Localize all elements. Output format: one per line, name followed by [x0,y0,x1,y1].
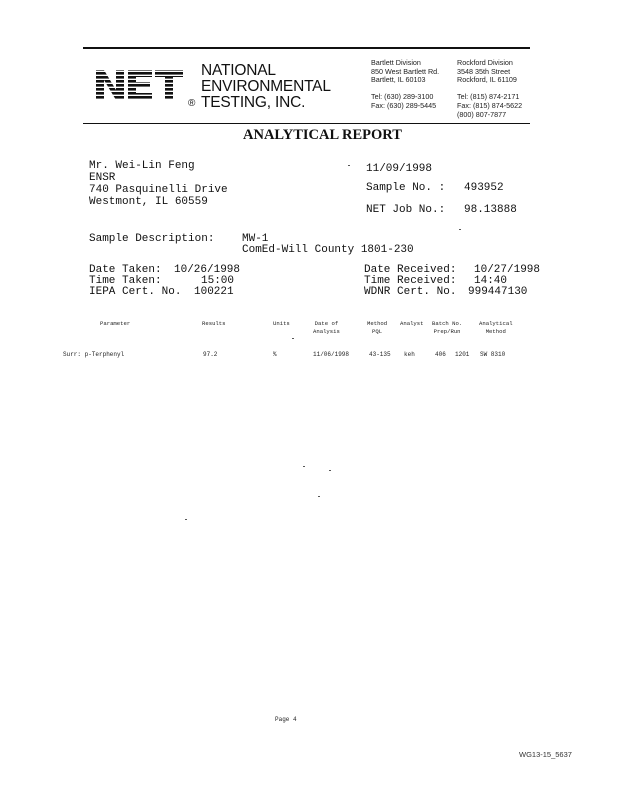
client-company: ENSR [89,172,116,184]
scan-speck [303,466,305,467]
iepa-cert-value: 100221 [194,286,234,298]
sample-description-line-2: ComEd-Will County 1801-230 [242,244,414,256]
top-rule [83,47,530,49]
th-results: Results [202,320,226,327]
row-run: 1201 [455,351,470,358]
th-date-line: Date of [314,320,339,327]
th-analytical-line: Method [485,328,506,335]
bartlett-line: Fax: (630) 289-5445 [371,100,437,110]
client-city: Westmont, IL 60559 [89,196,208,208]
company-name-line-3: TESTING, INC. [201,94,306,111]
sample-description-line-1: MW-1 [242,233,269,245]
row-units: % [273,351,277,358]
net-logo [94,68,184,102]
rockford-line: Fax: (815) 874-5622 [457,100,523,110]
scan-speck [318,496,320,497]
client-name: Mr. Wei-Lin Feng [89,160,195,172]
th-analytical-line: Analytical [479,320,513,327]
page-number: Page 4 [275,716,297,723]
job-no-value: 98.13888 [464,204,517,216]
scan-speck [185,519,187,520]
date-received-label: Date Received: [364,264,457,276]
time-taken-label: Time Taken: [89,275,162,287]
th-method-line: PQL [372,328,383,335]
th-batch-no [432,320,462,336]
th-batch-line: Batch No. [432,320,463,327]
rockford-line: (800) 807-7877 [457,109,507,119]
scan-speck [292,338,294,339]
date-taken-value: 10/26/1998 [174,264,241,276]
th-analyst: Analyst [400,320,424,327]
th-method-pql [367,320,387,336]
time-received-label: Time Received: [364,275,457,287]
report-title: ANALYTICAL REPORT [243,127,402,143]
th-batch-line: Prep/Run [433,328,461,335]
job-no-label: NET Job No.: [366,204,446,216]
company-name-line-1: NATIONAL [201,62,276,79]
row-prep: 406 [435,351,446,358]
iepa-cert-label: IEPA Cert. No. [89,286,182,298]
row-results: 97.2 [203,351,218,358]
document-id: WG13-15_5637 [519,750,572,759]
rockford-line: Rockford, IL 61109 [457,75,517,85]
sample-no-label: Sample No. : [366,182,446,194]
client-street: 740 Pasquinelli Drive [89,184,228,196]
row-analytical-method: SW 8310 [480,351,506,358]
th-analytical-method [479,320,513,336]
rockford-line: 3548 35th Street [457,66,511,76]
wdnr-cert-value: 999447130 [468,286,528,298]
scan-speck [459,229,461,230]
wdnr-cert-label: WDNR Cert. No. [364,286,457,298]
bartlett-line: Bartlett, IL 60103 [371,75,426,85]
time-received-value: 14:40 [474,275,508,287]
rockford-line: Rockford Division [457,58,513,67]
bartlett-line: Tel: (630) 289-3100 [371,92,434,102]
scan-speck [348,165,350,166]
date-taken-label: Date Taken: [89,264,162,276]
scan-speck [329,470,331,471]
th-date-of-analysis [313,320,340,336]
header-rule [83,123,530,124]
bartlett-line: 850 West Bartlett Rd. [371,66,440,76]
registered-mark: ® [188,98,196,109]
report-date: 11/09/1998 [366,163,433,175]
row-method-pql: 43-135 [369,351,391,358]
rockford-line: Tel: (815) 874-2171 [457,92,520,102]
bartlett-division-block [371,59,439,111]
th-date-line: Analysis [313,328,340,335]
row-parameter: Surr: p-Terphenyl [63,351,125,358]
sample-no-value: 493952 [464,182,504,194]
bartlett-line: Bartlett Division [371,58,421,67]
th-units: Units [273,320,290,327]
sample-description-label: Sample Description: [89,233,215,245]
row-analyst: keh [404,351,415,358]
date-received-value: 10/27/1998 [474,264,541,276]
company-name-line-2: ENVIRONMENTAL [201,78,331,95]
th-parameter: Parameter [100,320,131,327]
time-taken-value: 15:00 [201,275,235,287]
th-method-line: Method [367,320,388,327]
row-date-of-analysis: 11/06/1998 [313,351,350,358]
rockford-division-block [457,59,522,119]
